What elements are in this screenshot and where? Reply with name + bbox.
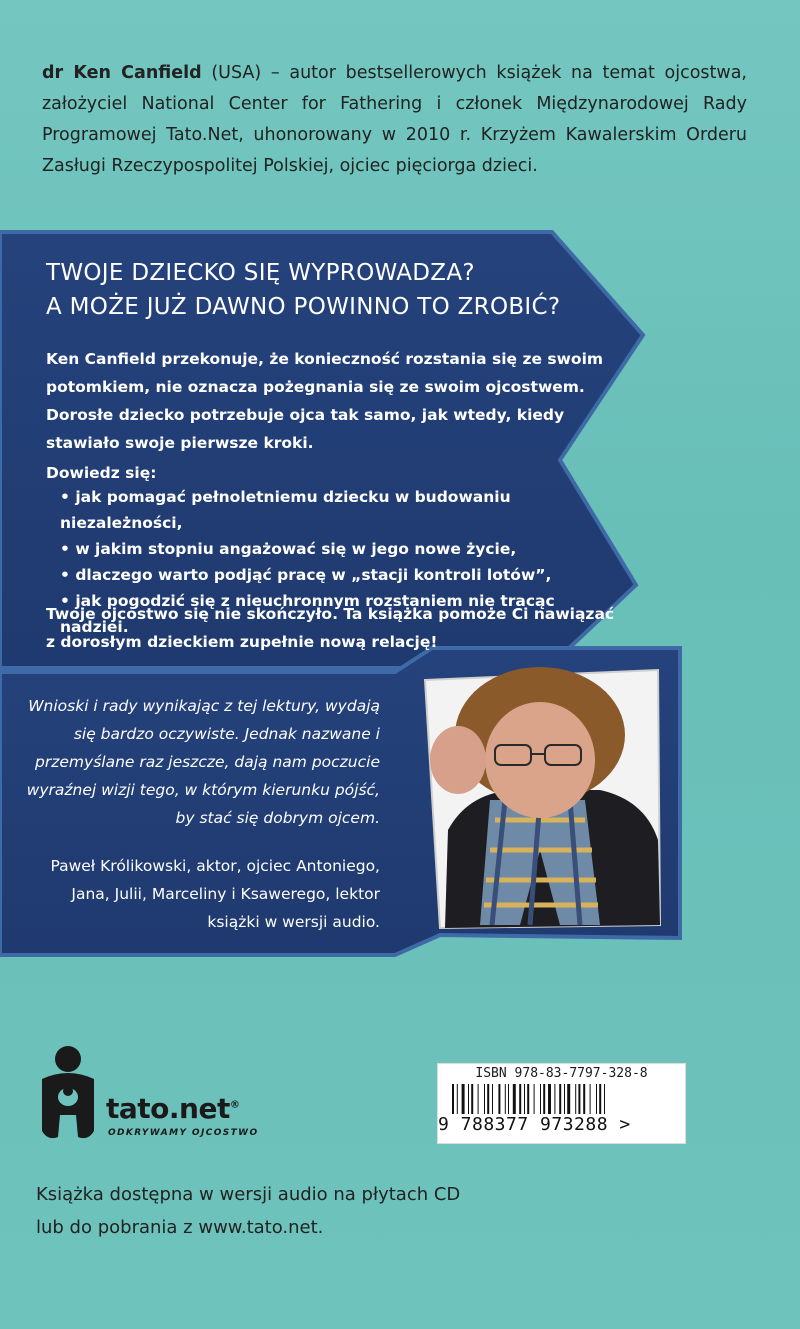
testimonial-quote: Wnioski i rady wynikając z tej lektury, wydają się bardzo oczywiste. Jednak nazwane i przemyślane raz jeszcze, dają nam poczucie wyraźnej wizji tego, w którym kierunku pójść, by stać się dobrym ojcem. <box>26 697 380 827</box>
barcode-bar <box>484 1084 485 1114</box>
audio-note-line-2: lub do pobrania z www.tato.net. <box>36 1217 324 1238</box>
barcode-bar <box>540 1084 541 1114</box>
barcode-bar <box>508 1084 509 1114</box>
barcode-bar <box>452 1084 454 1114</box>
barcode-bar <box>527 1084 529 1114</box>
isbn-label: ISBN 978-83-7797-328-8 <box>475 1066 648 1081</box>
barcode-bar <box>524 1084 525 1114</box>
bullets-title: Dowiedz się: <box>46 464 157 482</box>
registered-mark: ® <box>229 1099 240 1111</box>
barcode-bar <box>471 1084 473 1114</box>
author-bio-text: (USA) – autor bestsellerowych książek na temat ojcostwa, założyciel National Center for Fathering i członek Międzynarodowej Rady Programowej Tato.Net, uhonorowany w 2010 r. Krzyżem Kawalerskim Orderu Zasługi Rzeczypospolitej Polskiej, ojciec pięciorga dzieci. <box>42 63 747 176</box>
barcode-bar <box>575 1084 576 1114</box>
barcode-bar <box>457 1084 458 1114</box>
barcode-bar <box>543 1084 545 1114</box>
barcode-bar <box>604 1084 605 1114</box>
barcode-bar <box>596 1084 597 1114</box>
barcode-bar <box>567 1084 570 1114</box>
barcode-bar <box>487 1084 489 1114</box>
headline-line-1: TWOJE DZIECKO SIĘ WYPROWADZA? <box>46 260 475 286</box>
barcode-bar <box>513 1084 516 1114</box>
intro-paragraph: Ken Canfield przekonuje, że konieczność rozstania się ze swoim potomkiem, nie oznacza pożegnania się ze swoim ojcostwem. Dorosłe dziecko potrzebuje ojca tak samo, jak wtedy, kiedy stawiało swoje pierwsze kroki. <box>46 350 604 452</box>
barcode-bar <box>578 1084 580 1114</box>
audio-note-line-1: Książka dostępna w wersji audio na płytach CD <box>36 1184 461 1205</box>
closing-paragraph: Twoje ojcostwo się nie skończyło. Ta książka pomoże Ci nawiązać z dorosłym dzieckiem zupełnie nową relację! <box>46 605 615 651</box>
barcode-bar <box>534 1084 535 1114</box>
barcode-bar <box>498 1084 500 1114</box>
logo-tagline: ODKRYWAMY OJCOSTWO <box>108 1128 259 1138</box>
author-name: dr Ken Canfield <box>42 63 202 83</box>
barcode-bar <box>505 1084 506 1114</box>
barcode-bar <box>468 1084 469 1114</box>
list-item: • w jakim stopniu angażować się w jego nowe życie, <box>60 536 620 562</box>
barcode-bar <box>559 1084 561 1114</box>
list-item: • jak pogodzić się z nieuchronnym rozstaniem nie tracąc nadziei. <box>60 588 620 640</box>
list-item: • dlaczego warto podjąć pracę w „stacji kontroli lotów”, <box>60 562 620 588</box>
logo-name-text: tato.net <box>106 1092 230 1125</box>
barcode-digits: 9 788377 973288 > <box>438 1114 631 1135</box>
list-item: • jak pomagać pełnoletniemu dziecku w budowaniu niezależności, <box>60 484 620 536</box>
testimonial-attribution: Paweł Królikowski, aktor, ojciec Antoniego, Jana, Julii, Marceliny i Ksawerego, lektor książki w wersji audio. <box>50 857 380 931</box>
barcode-bar <box>548 1084 551 1114</box>
barcode-bar <box>478 1084 479 1114</box>
audio-availability-note <box>36 1178 536 1244</box>
barcode-bar <box>599 1084 601 1114</box>
barcode-bar <box>583 1084 585 1114</box>
barcode-bar <box>462 1084 465 1114</box>
headline-line-2: A MOŻE JUŻ DAWNO POWINNO TO ZROBIĆ? <box>46 294 561 320</box>
barcode-bar <box>590 1084 591 1114</box>
barcode-bar <box>564 1084 565 1114</box>
barcode-bar <box>554 1084 555 1114</box>
barcode-bar <box>492 1084 493 1114</box>
barcode-bar <box>519 1084 521 1114</box>
